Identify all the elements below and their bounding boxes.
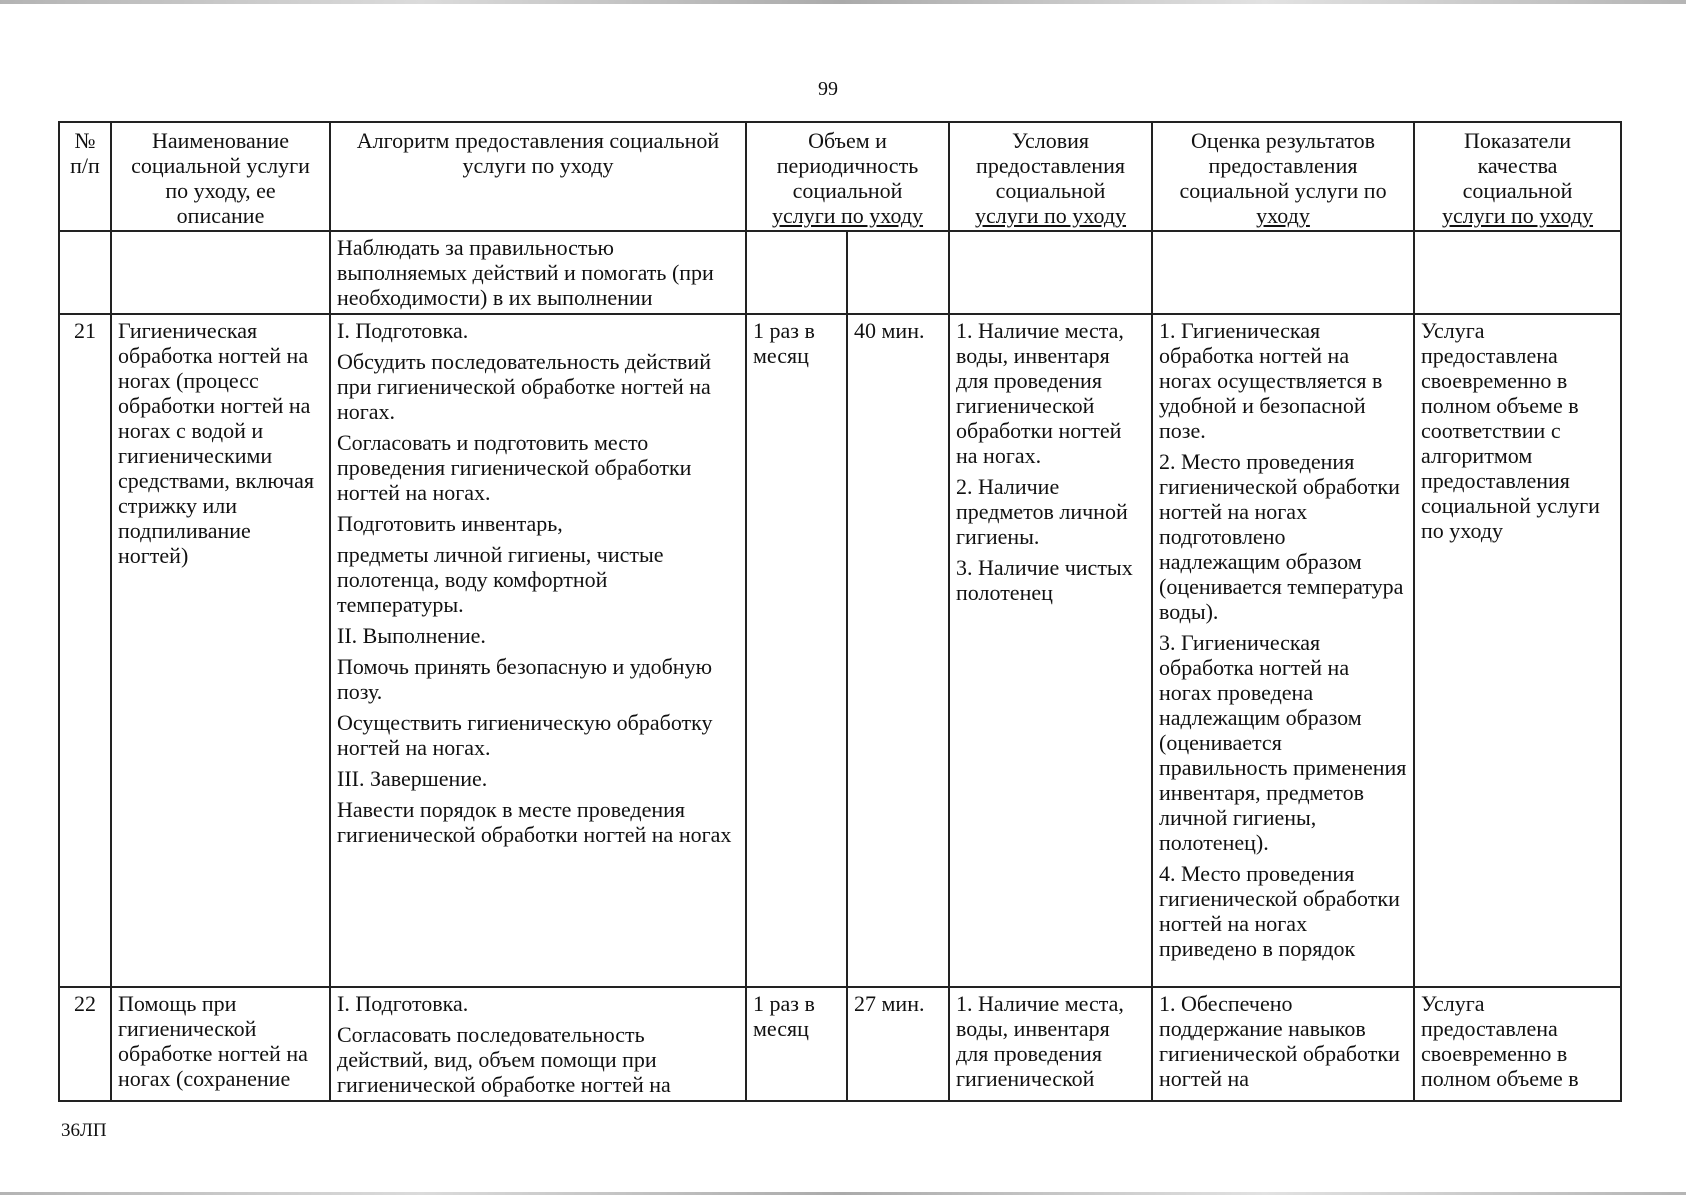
header-algorithm: Алгоритм предоставления социальной услуги по уходу [330, 122, 746, 231]
page-number: 99 [818, 78, 838, 100]
cell-algorithm: Наблюдать за правильностью выполняемых действий и помогать (при необходимости) в их выполнении [330, 231, 746, 314]
table-row [59, 987, 1621, 1101]
cell-service-name: Гигиеническая обработка ногтей на ногах (процесс обработки ногтей на ногах с водой и гигиеническими средствами, включая стрижку или подпиливание ногтей) [111, 314, 330, 987]
header-conditions: Условия предоставления социальной услуги по уходу [949, 122, 1152, 231]
cell-empty [1414, 231, 1621, 314]
cell-number: 21 [59, 314, 111, 987]
header-service-name: Наименование социальной услуги по уходу, ее описание [111, 122, 330, 231]
header-volume: Объем и периодичность социальной услуги по уходу [746, 122, 949, 231]
cell-service-name: Помощь при гигиенической обработке ногтей на ногах (сохранение [111, 987, 330, 1101]
cell-quality: Услуга предоставлена своевременно в полном объеме в соответствии с алгоритмом предоставления социальной услуги по уходу [1414, 314, 1621, 987]
cell-empty [949, 231, 1152, 314]
cell-conditions: 1. Наличие места, воды, инвентаря для проведения гигиенической [949, 987, 1152, 1101]
header-quality: Показатели качества социальной услуги по уходу [1414, 122, 1621, 231]
table-header-row [59, 122, 1621, 231]
table-row [59, 314, 1621, 987]
scan-edge-top [0, 0, 1686, 4]
cell-evaluation: 1. Обеспечено поддержание навыков гигиенической обработки ногтей на [1152, 987, 1414, 1101]
cell-empty [111, 231, 330, 314]
cell-duration: 40 мин. [847, 314, 949, 987]
cell-number: 22 [59, 987, 111, 1101]
scan-edge-bottom [0, 1192, 1686, 1195]
services-table [58, 121, 1622, 1102]
table-row-continuation [59, 231, 1621, 314]
cell-empty [847, 231, 949, 314]
header-number: № п/п [59, 122, 111, 231]
cell-empty [746, 231, 847, 314]
cell-empty [59, 231, 111, 314]
cell-conditions: 1. Наличие места, воды, инвентаря для проведения гигиенической обработки ногтей на ногах. 2. Наличие предметов личной гигиены. 3. Наличие чистых полотенец [949, 314, 1152, 987]
cell-periodicity: 1 раз в месяц [746, 987, 847, 1101]
footer-code: 36ЛП [61, 1120, 107, 1141]
cell-duration: 27 мин. [847, 987, 949, 1101]
cell-algorithm: I. Подготовка. Согласовать последовательность действий, вид, объем помощи при гигиенической обработке ногтей на [330, 987, 746, 1101]
header-evaluation: Оценка результатов предоставления социальной услуги по уходу [1152, 122, 1414, 231]
cell-algorithm: I. Подготовка. Обсудить последовательность действий при гигиенической обработке ногтей на ногах. Согласовать и подготовить место проведения гигиенической обработки ногтей на ногах. Подготовить инвентарь, предметы личной гигиены, чистые полотенца, воду комфортной температуры. II. Выполнение. Помочь принять безопасную и удобную позу. Осуществить гигиеническую обработку ногтей на ногах. III. Завершение. Навести порядок в месте проведения гигиенической обработки ногтей на ногах [330, 314, 746, 987]
cell-periodicity: 1 раз в месяц [746, 314, 847, 987]
cell-empty [1152, 231, 1414, 314]
cell-evaluation: 1. Гигиеническая обработка ногтей на ногах осуществляется в удобной и безопасной позе. 2. Место проведения гигиенической обработки ногтей на ногах подготовлено надлежащим образом (оценивается температура воды). 3. Гигиеническая обработка ногтей на ногах проведена надлежащим образом (оценивается правильность применения инвентаря, предметов личной гигиены, полотенец). 4. Место проведения гигиенической обработки ногтей на ногах приведено в порядок [1152, 314, 1414, 987]
cell-quality: Услуга предоставлена своевременно в полном объеме в [1414, 987, 1621, 1101]
